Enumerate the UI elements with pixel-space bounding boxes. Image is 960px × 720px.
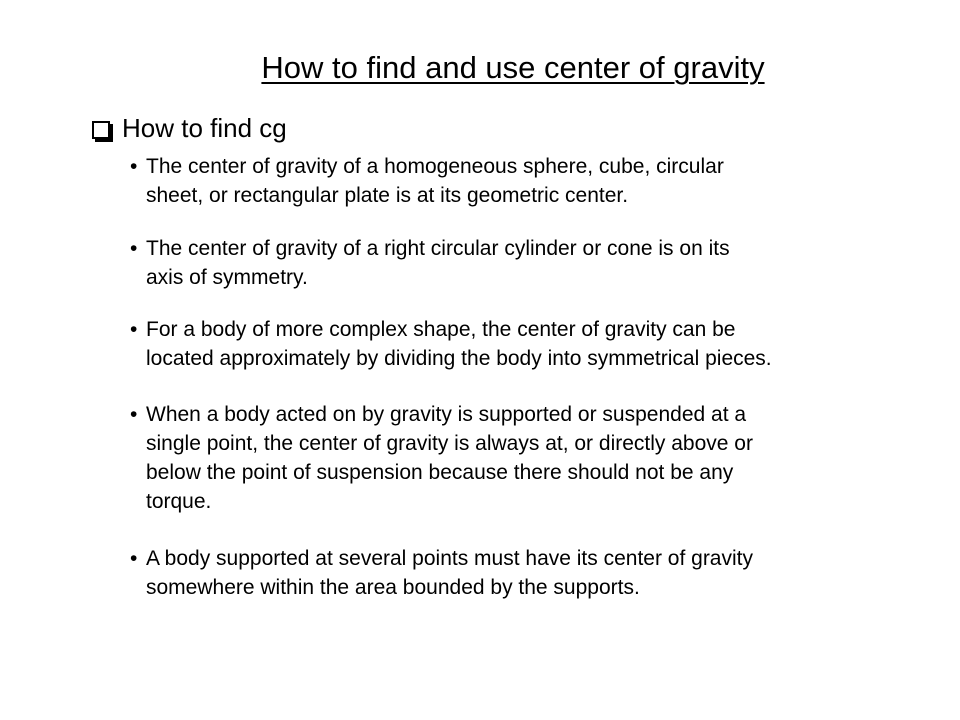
bullet-text: For a body of more complex shape, the center of gravity can be located approximately by dividing the body into symmetrical pieces. xyxy=(146,318,772,370)
bullet-item-3 xyxy=(130,315,950,373)
bullet-dot: • xyxy=(130,318,138,341)
bullet-text: When a body acted on by gravity is supported or suspended at a single point, the center of gravity is always at, or directly above or below the point of suspension because there should not be any torque. xyxy=(146,403,753,513)
bullet-item-1 xyxy=(130,152,950,210)
section-heading-text: How to find cg xyxy=(122,113,287,143)
bullet-item-4 xyxy=(130,400,950,516)
checkbox-bullet-icon xyxy=(92,121,110,139)
section-heading xyxy=(92,113,287,144)
bullet-item-5 xyxy=(130,544,950,602)
bullet-dot: • xyxy=(130,403,138,426)
bullet-dot: • xyxy=(130,547,138,570)
bullet-item-2 xyxy=(130,234,950,292)
bullet-text: The center of gravity of a homogeneous sphere, cube, circular sheet, or rectangular plate is at its geometric center. xyxy=(146,155,724,207)
slide-title: How to find and use center of gravity xyxy=(261,50,765,85)
bullet-text: The center of gravity of a right circular cylinder or cone is on its axis of symmetry. xyxy=(146,237,730,289)
bullet-dot: • xyxy=(130,237,138,260)
bullet-dot: • xyxy=(130,155,138,178)
bullet-text: A body supported at several points must have its center of gravity somewhere within the area bounded by the supports. xyxy=(146,547,753,599)
